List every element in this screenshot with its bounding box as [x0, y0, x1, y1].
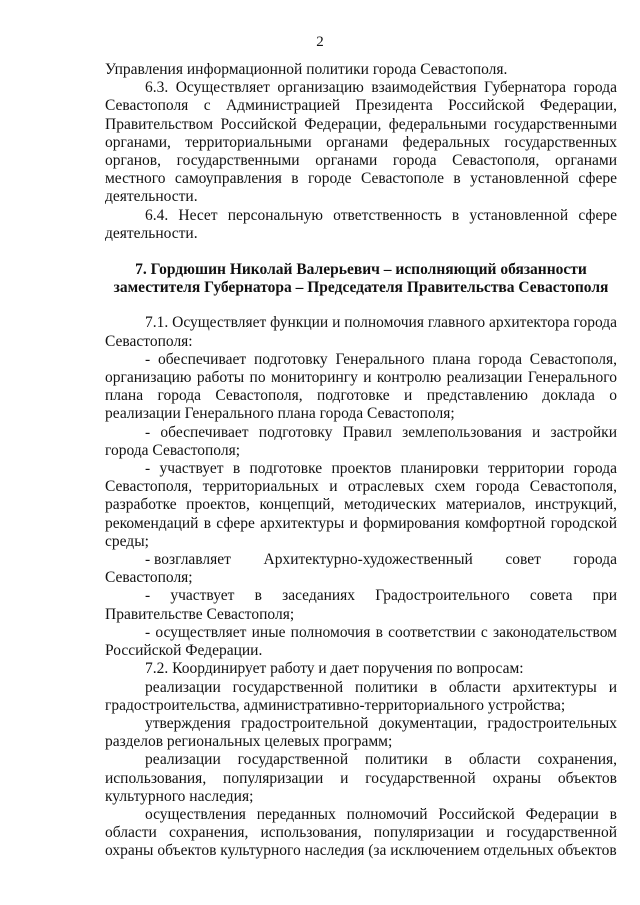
list-item: - участвует в подготовке проектов планировки территории города Севастополя, территориальных и отраслевых схем города Севастополя, разработке проектов, концепций, методических материалов, инструкций, рекомендаций в сфере архитектуры и формирования комфортной городской среды; [105, 460, 617, 550]
page-number: 2 [316, 34, 324, 50]
section-heading-line-1: 7. Гордюшин Николай Валерьевич – исполняющий обязанности [135, 261, 587, 279]
paragraph-6-3: 6.3. Осуществляет организацию взаимодействия Губернатора города Севастополя с Администрацией Президента Российской Федерации, Правительством Российской Федерации, федеральными государственными органами, территориальными органами федеральных государственных органов, государственными органами города Севастополя, органами местного самоуправления в городе Севастополе в установленной сфере деятельности. [105, 79, 617, 206]
list-item-tail: Севастополя; [105, 569, 193, 587]
list-item: - обеспечивает подготовку Правил землепользования и застройки города Севастополя; [105, 423, 617, 459]
list-item: реализации государственной политики в области архитектуры и градостроительства, административно-территориального устройства; [105, 678, 617, 714]
section-heading-line-2: заместителя Губернатора – Председателя Правительства Севастополя [113, 279, 609, 297]
list-item: осуществления переданных полномочий Российской Федерации в области сохранения, использования, популяризации и государственной охраны объектов культурного наследия (за исключением отдельных объектов [105, 805, 617, 860]
document-body [105, 61, 617, 861]
list-item-word: совет [505, 551, 541, 569]
list-item: реализации государственной политики в области сохранения, использования, популяризации и государственной охраны объектов культурного наследия; [105, 751, 617, 805]
list-item-word: Архитектурно-художественный [263, 551, 473, 569]
list-item: утверждения градостроительной документации, градостроительных разделов региональных целевых программ; [105, 714, 617, 751]
paragraph-continuation: Управления информационной политики города Севастополя. [105, 61, 508, 78]
list-item-word: - возглавляет [145, 551, 231, 569]
list-item: - обеспечивает подготовку Генерального плана города Севастополя, организацию работы по мониторингу и контролю реализации Генерального плана города Севастополя, подготовке и представлению доклада о реализации Генерального плана города Севастополя; [105, 350, 617, 423]
paragraph-6-4: 6.4. Несет персональную ответственность в установленной сфере деятельности. [105, 206, 617, 242]
list-item [105, 551, 617, 569]
paragraph-7-2: 7.2. Координирует работу и дает поручения по вопросам: [145, 660, 524, 678]
list-item: - участвует в заседаниях Градостроительного совета при Правительстве Севастополя; [105, 587, 617, 623]
list-item-word: города [573, 551, 617, 569]
paragraph-7-1: 7.1. Осуществляет функции и полномочия главного архитектора города Севастополя: [105, 314, 618, 350]
list-item: - осуществляет иные полномочия в соответствии с законодательством Российской Федерации. [105, 623, 617, 660]
